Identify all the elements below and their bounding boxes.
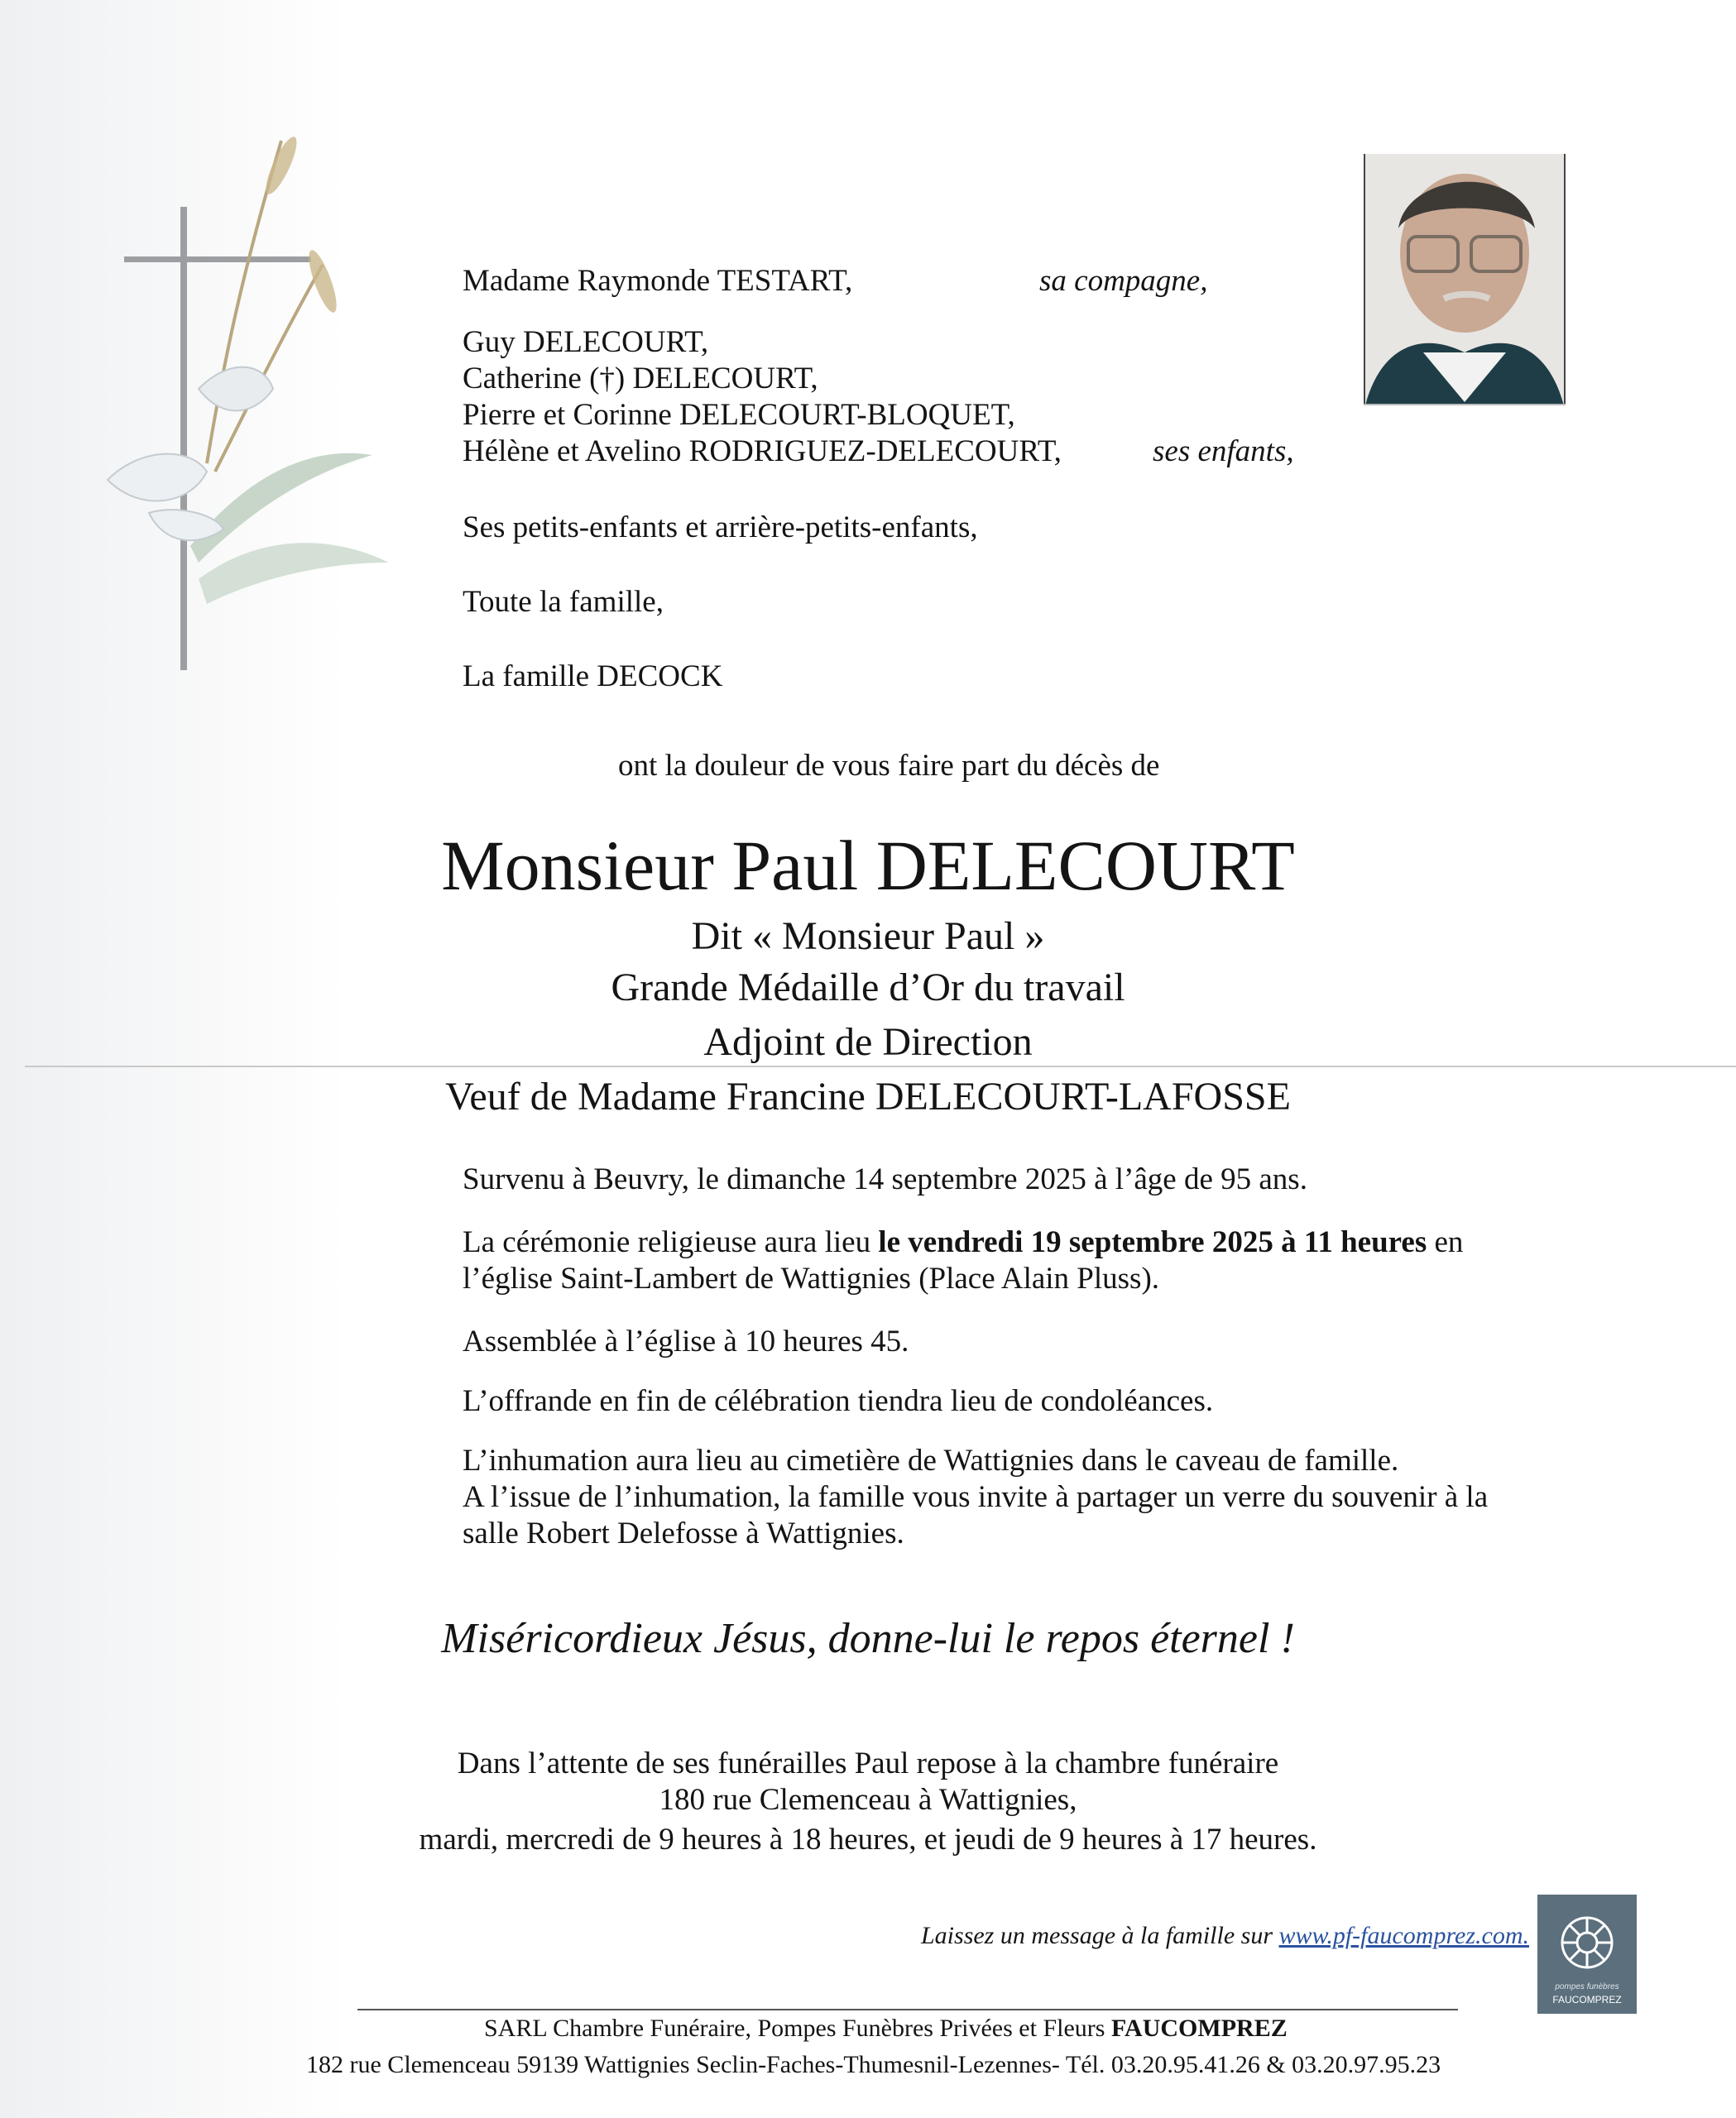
- ceremony-date: le vendredi 19 septembre 2025 à 11 heures: [878, 1225, 1427, 1259]
- portrait-photo: [1364, 154, 1566, 405]
- offering-line: L’offrande en fin de célébration tiendra lieu de condoléances.: [463, 1384, 1214, 1418]
- deceased-title: Adjoint de Direction: [703, 1020, 1033, 1064]
- message-line: [921, 1921, 1529, 1951]
- prayer-line: Miséricordieux Jésus, donne-lui le repos éternel !: [441, 1615, 1295, 1662]
- deceased-nickname: Dit « Monsieur Paul »: [691, 914, 1045, 958]
- ceremony-line-1: [463, 1224, 1463, 1261]
- child-2: Catherine (†) DELECOURT,: [463, 362, 818, 395]
- footer-rule: [357, 2009, 1458, 2010]
- website-link[interactable]: www.pf-faucomprez.com.: [1278, 1922, 1529, 1949]
- ceremony-suffix: en: [1427, 1225, 1464, 1259]
- announcement-line: ont la douleur de vous faire part du décès de: [618, 749, 1160, 783]
- deceased-name: Monsieur Paul DELECOURT: [441, 826, 1295, 905]
- children-role: ses enfants,: [1153, 434, 1294, 468]
- message-text: Laissez un message à la famille sur: [921, 1922, 1279, 1949]
- burial-line-1: L’inhumation aura lieu au cimetière de Wattignies dans le caveau de famille.: [463, 1444, 1399, 1478]
- ceremony-line-2: l’église Saint-Lambert de Wattignies (Place Alain Pluss).: [463, 1262, 1160, 1296]
- child-4: Hélène et Avelino RODRIGUEZ-DELECOURT,: [463, 434, 1062, 468]
- companion-name: Madame Raymonde TESTART,: [463, 264, 853, 298]
- companion-role: sa compagne,: [1039, 264, 1208, 298]
- footer-address: 182 rue Clemenceau 59139 Wattignies Seclin-Faches-Thumesnil-Lezennes- Tél. 03.20.95.41.26 & 03.20.97.95.23: [306, 2051, 1441, 2078]
- assembly-line: Assemblée à l’église à 10 heures 45.: [463, 1325, 909, 1358]
- fold-line: [25, 1066, 1736, 1067]
- deceased-widower: Veuf de Madame Francine DELECOURT-LAFOSSE: [445, 1075, 1291, 1119]
- footer-company: [484, 2014, 1288, 2044]
- deceased-honor: Grande Médaille d’Or du travail: [611, 966, 1125, 1009]
- visitation-line-2: 180 rue Clemenceau à Wattignies,: [659, 1783, 1077, 1817]
- footer-brand: FAUCOMPREZ: [1110, 2015, 1288, 2042]
- whole-family-line: Toute la famille,: [463, 585, 664, 619]
- portrait-frame-edge: [1364, 404, 1566, 405]
- ceremony-prefix: La cérémonie religieuse aura lieu: [463, 1225, 879, 1259]
- burial-line-3: salle Robert Delefosse à Wattignies.: [463, 1517, 904, 1550]
- visitation-line-1: Dans l’attente de ses funérailles Paul repose à la chambre funéraire: [457, 1747, 1279, 1780]
- footer-company-text: SARL Chambre Funéraire, Pompes Funèbres Privées et Fleurs: [484, 2015, 1111, 2042]
- cross-lily-decoration: [74, 116, 405, 678]
- burial-line-2: A l’issue de l’inhumation, la famille vous invite à partager un verre du souvenir à la: [463, 1480, 1489, 1514]
- faucomprez-logo: [1537, 1895, 1637, 2014]
- logo-small-text: pompes funèbres: [1555, 1982, 1619, 1991]
- child-3: Pierre et Corinne DELECOURT-BLOQUET,: [463, 398, 1015, 432]
- death-details: Survenu à Beuvry, le dimanche 14 septembre 2025 à l’âge de 95 ans.: [463, 1162, 1307, 1196]
- visitation-line-3: mardi, mercredi de 9 heures à 18 heures, et jeudi de 9 heures à 17 heures.: [419, 1823, 1317, 1857]
- grandchildren-line: Ses petits-enfants et arrière-petits-enfants,: [463, 510, 978, 544]
- logo-brand: FAUCOMPREZ: [1552, 1994, 1622, 2005]
- other-family-line: La famille DECOCK: [463, 659, 723, 693]
- child-1: Guy DELECOURT,: [463, 325, 709, 359]
